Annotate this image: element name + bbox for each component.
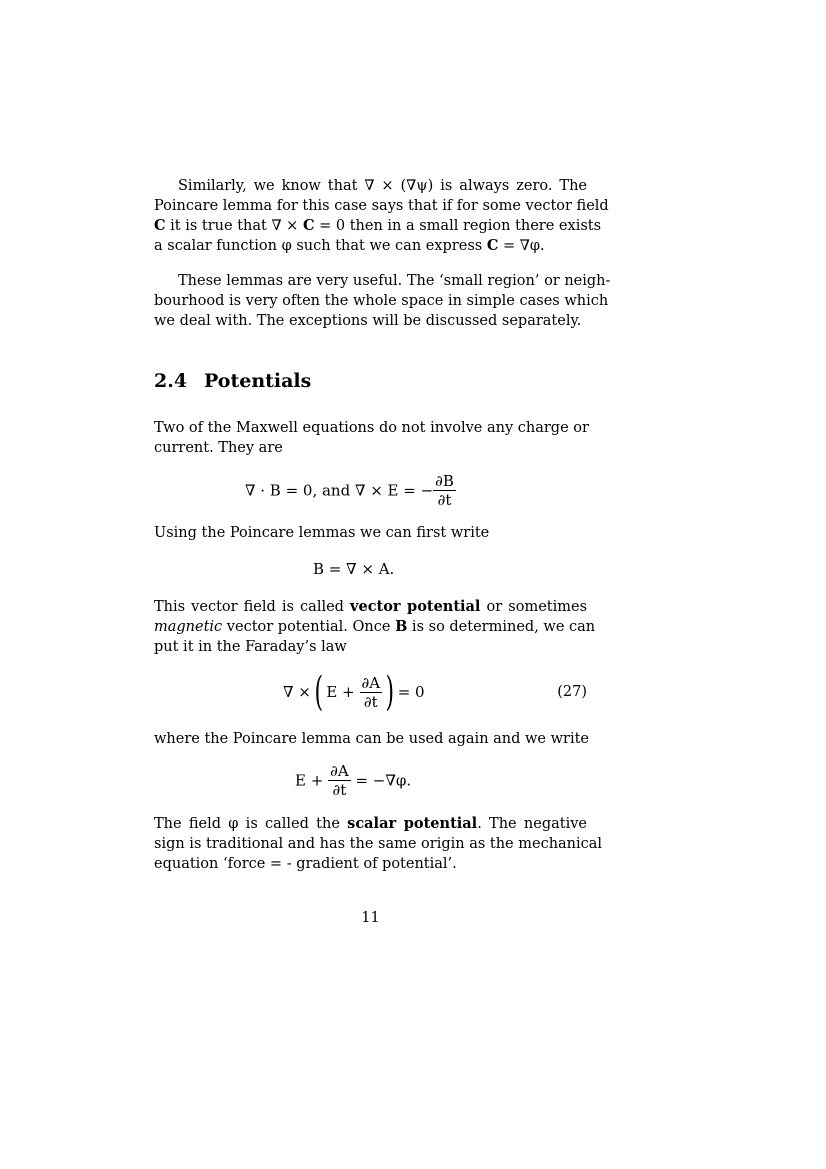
- fraction: [433, 472, 456, 509]
- bold-term: scalar potential: [347, 815, 478, 832]
- inline-text: . The negative: [477, 816, 587, 832]
- bold-term: vector potential: [350, 598, 481, 615]
- fraction-denominator: ∂t: [363, 692, 378, 711]
- fraction-numerator: ∂A: [330, 762, 349, 780]
- page-number: 11: [361, 910, 380, 926]
- paragraph-poincare-curl: [154, 176, 609, 256]
- inline-text: vector potential. Once: [222, 619, 396, 635]
- equation-inner: E +: [326, 683, 355, 701]
- inline-text: is so determined, we can: [407, 619, 596, 635]
- equation-scalar-potential: [295, 762, 411, 799]
- text-line: put it in the Faraday’s law: [154, 639, 347, 655]
- text-line: sign is traditional and has the same origin as the mechanical: [154, 836, 603, 852]
- bold-symbol: C: [486, 237, 499, 254]
- paragraph-using-lemmas: [154, 523, 587, 543]
- right-paren: ): [385, 669, 395, 715]
- fraction: [360, 674, 383, 711]
- text-line: [154, 216, 602, 236]
- text-line: Using the Poincare lemmas we can first write: [154, 525, 490, 541]
- text-line: Poincare lemma for this case says that if for some vector field: [154, 198, 609, 214]
- section-number: 2.4: [154, 370, 188, 392]
- equation-faraday: [283, 669, 425, 715]
- text-line: [154, 814, 587, 834]
- text-line: bourhood is very often the whole space in simple cases which: [154, 293, 609, 309]
- section-title: Potentials: [204, 370, 312, 392]
- fraction-denominator: ∂t: [332, 781, 347, 799]
- left-paren: (: [314, 669, 323, 715]
- text-line: [154, 617, 596, 637]
- fraction-denominator: ∂t: [437, 491, 452, 509]
- text-line: where the Poincare lemma can be used again and we write: [154, 731, 589, 747]
- paragraph-vector-potential: [154, 597, 596, 657]
- fraction: [328, 762, 351, 799]
- bold-symbol: C: [302, 217, 315, 234]
- inline-text: = 0 then in a small region there exists: [314, 218, 602, 234]
- bold-symbol: C: [154, 217, 166, 234]
- inline-text: The field φ is called the: [154, 816, 348, 832]
- text-line: equation ‘force = - gradient of potential’.: [154, 856, 457, 872]
- text-line: Similarly, we know that ∇ × (∇ψ) is always zero. The: [178, 178, 587, 194]
- equation-rhs: = 0: [397, 683, 425, 701]
- paragraph-poincare-again: [154, 729, 587, 749]
- inline-text: it is true that ∇ ×: [165, 218, 303, 234]
- fraction-numerator: ∂B: [435, 472, 454, 490]
- fraction-numerator: ∂A: [361, 673, 381, 692]
- page: [154, 0, 611, 1169]
- paragraph-scalar-potential: [154, 814, 603, 874]
- equation-vector-potential: B = ∇ × A.: [313, 560, 395, 578]
- inline-text: a scalar function φ such that we can express: [154, 238, 487, 254]
- paragraph-maxwell-intro: [154, 418, 587, 458]
- text-line: Two of the Maxwell equations do not involve any charge or: [154, 420, 589, 436]
- text-line: [154, 236, 587, 256]
- inline-text: or sometimes: [480, 599, 588, 615]
- text-line: These lemmas are very useful. The ‘small region’ or neigh-: [178, 273, 611, 289]
- equation-number: (27): [557, 684, 587, 700]
- text-line: we deal with. The exceptions will be discussed separately.: [154, 313, 582, 329]
- inline-text: = ∇φ.: [498, 238, 545, 254]
- equation-rhs: = −∇φ.: [355, 771, 412, 790]
- text-line: [154, 597, 587, 617]
- italic-term: magnetic: [154, 619, 223, 635]
- inline-text: This vector field is called: [154, 599, 351, 615]
- equation-lhs: ∇ · B = 0, and ∇ × E = −: [245, 481, 434, 500]
- section-heading: [154, 370, 311, 392]
- paragraph-lemmas-useful: [154, 271, 611, 331]
- bold-symbol: B: [395, 618, 408, 635]
- text-line: current. They are: [154, 440, 283, 456]
- equation-maxwell-homogeneous: [245, 472, 456, 509]
- equation-lhs: E +: [295, 771, 324, 790]
- equation-lhs: ∇ ×: [283, 683, 311, 701]
